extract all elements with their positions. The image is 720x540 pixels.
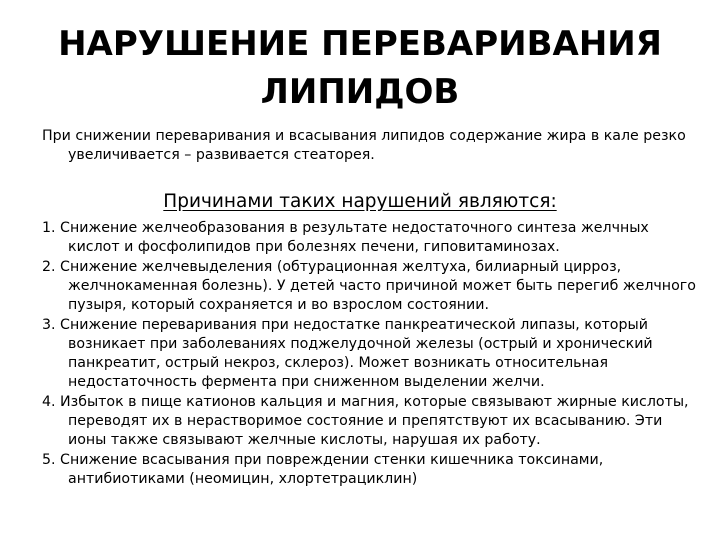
cause-item-4 — [42, 393, 697, 450]
intro-paragraph — [42, 127, 692, 165]
cause-lead: 4. Избыток в пище катионов кальция и магния, которые связывают жирные кислоты, пере — [42, 394, 689, 429]
causes-heading-text: Причинами таких нарушений являются: — [163, 191, 557, 212]
cause-lead: 5. Снижение всасывания при повреждении стенки кишечника токсинами, антибиотиками — [42, 452, 604, 487]
intro-text: При снижении переваривания и всасывания липидов содержание жира в кале резко увеличивается – развивается — [42, 128, 686, 163]
causes-list — [42, 219, 697, 490]
cause-lead: 3. Снижение переваривания при недостатке панкреатической липазы, который возникает — [42, 317, 648, 352]
cause-rest: фосфолипидов при болезнях печени, гиповитаминозах. — [133, 239, 560, 255]
causes-heading — [0, 189, 720, 215]
title-line-1: НАРУШЕНИЕ ПЕРЕВАРИВАНИЯ — [58, 24, 662, 64]
cause-lead: 1. Снижение желчеобразования в результате недостаточного синтеза желчных кислот и — [42, 220, 649, 255]
cause-rest: водят их в нерастворимое состояние и препятствуют их всасыванию. Эти ионы также связывают желчные кислоты, нарушая их работу. — [68, 413, 663, 448]
title-line-2: ЛИПИДОВ — [260, 72, 460, 112]
cause-item-5 — [42, 451, 697, 489]
cause-item-3 — [42, 316, 697, 392]
cause-rest: ная болезнь). У детей часто причиной может быть перегиб желчного пузыря, который сохраняется и во взрослом состоянии. — [68, 278, 696, 313]
cause-lead: 2. Снижение желчевыделения (обтурационная желтуха, билиарный цирроз, желчнокамен — [42, 259, 622, 294]
cause-item-2 — [42, 258, 697, 315]
cause-rest: (неомицин, хлортетрациклин) — [184, 471, 418, 487]
cause-item-1 — [42, 219, 697, 257]
cause-rest: при заболеваниях поджелудочной железы (острый и хронический панкреатит, острый некроз, склероз). Может возникать относительная недостаточность фермента при сниженном выделении желчи. — [68, 336, 653, 390]
intro-term: стеаторея. — [293, 147, 375, 163]
page-title — [40, 20, 680, 116]
